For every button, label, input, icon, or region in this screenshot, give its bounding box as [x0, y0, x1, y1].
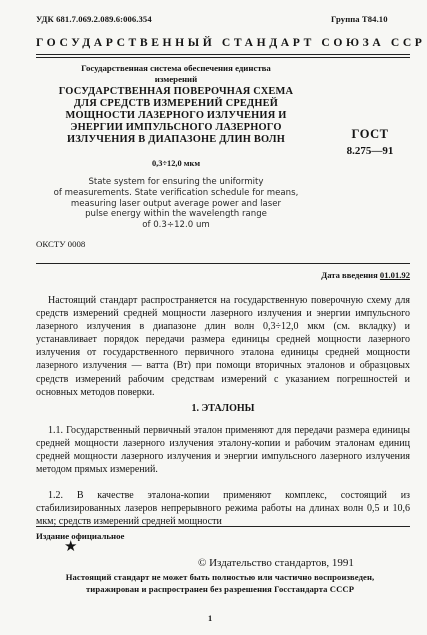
title-line: ДЛЯ СРЕДСТВ ИЗМЕРЕНИЙ СРЕДНЕЙ: [73, 98, 279, 109]
copyright-notice: © Издательство стандартов, 1991: [198, 557, 354, 569]
udk-code: УДК 681.7.069.2.089.6:006.354: [36, 14, 152, 24]
notice-line: тиражирован и распространен без разрешения Госстандарта СССР: [85, 584, 355, 594]
effective-date: [36, 270, 410, 280]
section-heading: 1. ЭТАЛОНЫ: [191, 403, 255, 414]
wavelength-range: 0,3÷12,0 мкм: [151, 159, 201, 168]
title-line: ЭНЕРГИИ ИМПУЛЬСНОГО ЛАЗЕРНОГО: [70, 122, 282, 133]
divider: [36, 526, 410, 527]
english-title-line: State system for ensuring the uniformity: [88, 177, 264, 187]
english-title-line: of 0.3÷12.0 um: [142, 220, 210, 231]
standard-heading: ГОСУДАРСТВЕННЫЙ СТАНДАРТ СОЮЗА ССР: [36, 36, 426, 49]
system-line: измерений: [154, 73, 198, 84]
group-code: Группа Т84.10: [331, 14, 388, 24]
reproduction-notice: [30, 571, 410, 595]
gost-label: ГОСТ: [351, 127, 389, 141]
english-title: [36, 177, 316, 231]
official-edition-label: Издание официальное: [36, 531, 125, 541]
star-icon: ★: [64, 539, 78, 555]
title-line: ГОСУДАРСТВЕННАЯ ПОВЕРОЧНАЯ СХЕМА: [58, 86, 294, 97]
system-line: Государственная система обеспечения единства: [81, 63, 271, 73]
page-number: 1: [208, 614, 213, 623]
clause-1-1: 1.1. Государственный первичный эталон применяют для передачи размера единицы средней мощности лазерного излучения эталону-копии и рабочим эталонам единиц средней мощности лазерного излучения и энергии импульсного лазерного излучения методом прямых измерений.: [36, 425, 410, 476]
date-label: Дата введения: [321, 270, 378, 280]
english-title-line: measuring laser output average power and laser: [70, 198, 282, 209]
date-value: 01.01.92: [379, 270, 410, 280]
okstu-code: ОКСТУ 0008: [36, 239, 86, 249]
gost-number: 8.275—91: [346, 145, 394, 157]
divider: [36, 54, 410, 55]
clause-1-2: 1.2. В качестве эталона-копии применяют комплекс, состоящий из стабилизированных лазеров непрерывного режима работы на длинах волн 0,5 и 10,6 мкм; средств измерений средней мощности: [36, 490, 410, 528]
english-title-line: pulse energy within the wavelength range: [85, 209, 267, 220]
title-line: ИЗЛУЧЕНИЯ В ДИАПАЗОНЕ ДЛИН ВОЛН: [67, 134, 285, 145]
divider: [36, 263, 410, 264]
title-line: МОЩНОСТИ ЛАЗЕРНОГО ИЗЛУЧЕНИЯ И: [65, 110, 287, 121]
document-title: [36, 86, 316, 146]
english-title-line: of measurements. State verification schedule for means,: [53, 187, 299, 198]
divider: [36, 57, 410, 58]
gost-designation: [330, 127, 410, 157]
system-subtitle: [36, 63, 316, 84]
intro-paragraph: Настоящий стандарт распространяется на государственную поверочную схему для средств измерений средней мощности лазерного излучения и энергии импульсного лазерного излучения в диапазоне длин волн 0,3÷12,0 мкм (см. вкладку) и устанавливает порядок передачи размера единицы средней мощности лазерного излучения от государственного первичного эталона единицы средней мощности лазерного излучения — ватта (Вт) при помощи вторичных эталонов и образцовых средств измерений рабочим средствам измерений с указанием погрешностей и основных методов поверки.: [36, 295, 410, 398]
notice-line: Настоящий стандарт не может быть полностью или частично воспроизведен,: [65, 572, 375, 582]
